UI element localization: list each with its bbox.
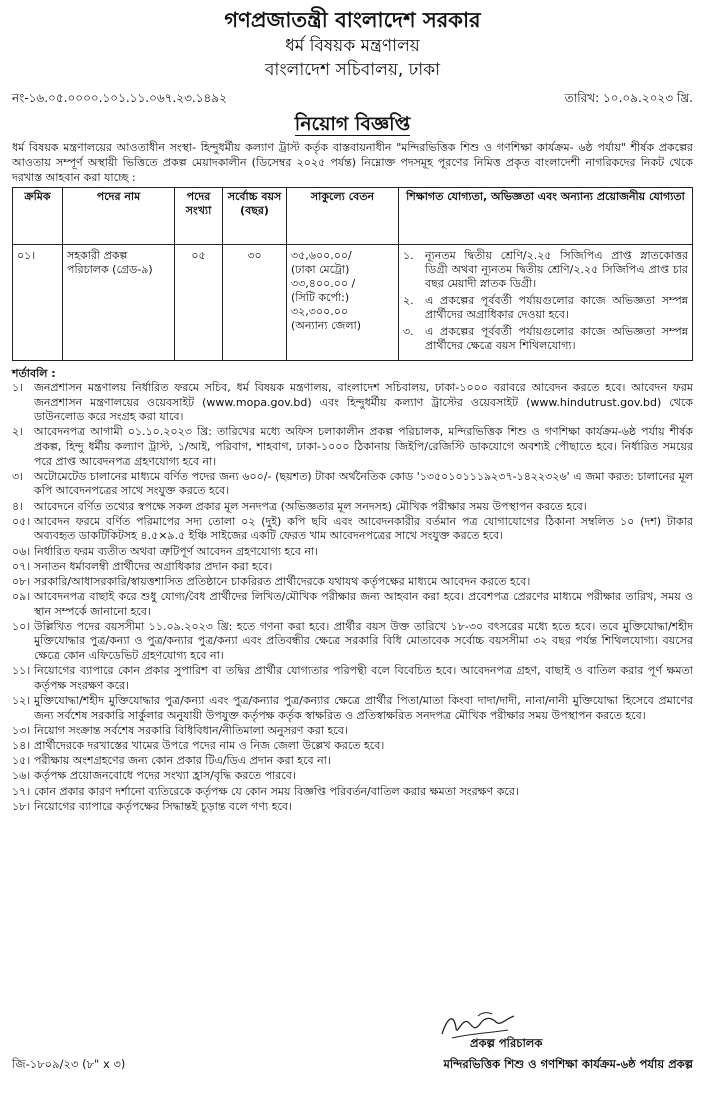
print-code: জি-১৮০৯/২৩ (৮" x ৩) — [12, 1057, 126, 1071]
condition-item: ০৫। আবেদন ফরমে বর্ণিত পরিমাপের সদ্য তোলা ০২ (দুই) কপি ছবি এবং আবেদনকারীর বর্তমান পত্র যোগাযোগের ঠিকানা সম্বলিত ১০ (দশ) টাকার অব্যবহৃত ডাকটিকিটসহ ৪.৫×৯.৫ ইঞ্চি সাইজের একটি ফেরত খাম আবেদনপত্রের সাথে সংযুক্ত করতে হবে। — [12, 514, 693, 543]
condition-item: ৩। অটোমেটেড চালানের মাধ্যমে বর্ণিত পদের জন্য ৬০০/- (ছয়শত) টাকা অর্থনৈতিক কোড '১৩৫০১০১১১৯২৩৭-১৪২২৩২৬' এ জমা করত: চালানের মূল কপি আবেদনপত্রের সাথে সংযুক্ত করতে হবে। — [12, 469, 693, 498]
condition-item: ০৭। সনাতন ধর্মাবলম্বী প্রার্থীদের অগ্রাধিকার প্রদান করা হবে। — [12, 559, 273, 573]
memo-date: তারিখ: ১০.০৯.২০২৩ খ্রি. — [564, 91, 693, 105]
condition-item: ১১। নিয়োগের ব্যাপারে কোন প্রকার সুপারিশ বা তদ্বির প্রার্থীর যোগ্যতার পরিপন্থী বলে বিবেচিত হবে। আবেদনপত্র গ্রহণ, বাছাই ও বাতিল করার পূর্ণ ক্ষমতা কর্তৃপক্ষ সংরক্ষণ করে। — [12, 664, 693, 692]
header-serial: ক্রমিক — [13, 188, 63, 245]
condition-item: ১৭। কোন প্রকার কারণ দর্শানো ব্যতিরেকে কর্তৃপক্ষ যে কোন সময় বিজ্ঞপ্তি পরিবর্তন/বাতিল করার ক্ষমতা সংরক্ষণ করে। — [12, 784, 519, 798]
cell-salary — [287, 245, 399, 361]
cell-age: ৩০ — [223, 245, 287, 361]
header-qualification: শিক্ষাগত যোগ্যতা, অভিজ্ঞতা এবং অন্যান্য প্রয়োজনীয় যোগ্যতা — [399, 188, 693, 245]
salary-line: ৩২,৩০০.০০ — [291, 305, 349, 318]
condition-item: ০৮। সরকারি/আধাসরকারি/স্বায়ত্তশাসিত প্রতিষ্ঠানে চাকরিরত প্রার্থীদেরকে যথাযথ কর্তৃপক্ষের মাধ্যমে আবেদন করতে হবে। — [12, 574, 531, 588]
salary-line: (সিটি কর্পো:) — [291, 291, 350, 304]
office-address: বাংলাদেশ সচিবালয়, ঢাকা — [264, 60, 441, 80]
condition-item: ১। জনপ্রশাসন মন্ত্রণালয় নির্ধারিত ফরমে সচিব, ধর্ম বিষয়ক মন্ত্রণালয়, বাংলাদেশ সচিবালয়, ঢাকা-১০০০ বরাবরে আবেদন করতে হবে। আবেদন ফরম জনপ্রশাসন মন্ত্রণালয়ের ওয়েবসাইট (www.mopa.gov.bd) এবং হিন্দুধর্মীয় কল্যাণ ট্রাস্টের ওয়েবসাইট (www.hindutrust.gov.bd) থেকে ডাউনলোড করে সংগ্রহ করা যাবে। — [12, 381, 693, 424]
condition-item: ২। আবেদনপত্র আগামী ০১.১০.২০২৩ খ্রি: তারিখের মধ্যে অফিস চলাকালীন প্রকল্প পরিচালক, মন্দিরভিত্তিক শিশু ও গণশিক্ষা কার্যক্রম-৬ষ্ঠ পর্যায় শীর্ষক প্রকল্প, হিন্দু ধর্মীয় কল্যাণ ট্রাস্ট, ১/আই, পরিবাগ, শাহবাগ, ঢাকা-১০০০ ঠিকানায় জিইপি/রেজিস্টি ডাকযোগে অবশ্যই পৌছাতে হবে। নির্ধারিত সময়ের পরে প্রাপ্ত আবেদনপত্র গ্রহণযোগ্য হবে না। — [12, 425, 693, 468]
signatory-org: মন্দিরভিত্তিক শিশু ও গণশিক্ষা কার্যক্রম-৬ষ্ঠ পর্যায় প্রকল্প — [443, 1057, 693, 1071]
memo-line — [12, 90, 693, 106]
cell-serial: ০১। — [13, 245, 63, 361]
salary-line: (অন্যান্য জেলা) — [291, 319, 361, 332]
header-age: সর্বোচ্চ বয়স (বছর) — [223, 188, 287, 245]
intro-paragraph: ধর্ম বিষয়ক মন্ত্রণালয়ের আওতাধীন সংস্থা- হিন্দুধর্মীয় কল্যাণ ট্রাস্ট কর্তৃক বাস্তবায়নাধীন "মন্দিরভিত্তিক শিশু ও গণশিক্ষা কার্যক্রম- ৬ষ্ঠ পর্যায়" শীর্ষক প্রকল্পের আওতায় সম্পূর্ণ অস্থায়ী ভিত্তিতে প্রকল্প মেয়াদকালীন (ডিসেম্বর ২০২৫ পর্যন্ত) নিম্নোক্ত পদসমূহ পূরণের নিমিত্ত প্রকৃত বাংলাদেশী নাগরিকদের নিকট থেকে দরখাস্ত আহবান করা যাচ্ছে : — [12, 141, 693, 184]
condition-item: ০৬। নির্ধারিত ফরম ব্যতীত অথবা ত্রুটিপূর্ণ আবেদন গ্রহণযোগ্য হবে না। — [12, 544, 319, 558]
qualification-item: ৩. এ প্রকল্পের পূর্ববর্তী পর্যায়গুলোর কাজে অভিজ্ঞতা সম্পন্ন প্রার্থীদের ক্ষেত্রে বয়স শিথিলযোগ্য। — [403, 325, 688, 352]
header-post: পদের নাম — [63, 188, 175, 245]
condition-item: ১৩। নিয়োগ সংক্রান্ত সর্বশেষ সরকারি বিধিবিধান/নীতিমালা অনুসরণ করা হবে। — [12, 723, 348, 737]
signatory-title: প্রকল্প পরিচালক — [470, 1036, 543, 1050]
qualification-item: ১. ন্যূনতম দ্বিতীয় শ্রেণি/২.২৫ সিজিপিএ প্রাপ্ত স্নাতকোত্তর ডিগ্রী অথবা ন্যূনতম দ্বিতীয় শ্রেণি/২.২৫ সিজিপিএ প্রাপ্ত চার বছর মেয়াদী স্নাতক ডিগ্রী। — [403, 249, 688, 290]
cell-qualification — [399, 245, 693, 361]
condition-item: ১৪। প্রার্থীদেরকে দরখাস্তের খামের উপরে পদের নাম ও নিজ জেলা উল্লেখ করতে হবে। — [12, 738, 385, 752]
conditions-list — [12, 381, 693, 814]
salary-line: ৩৫,৬০০.০০/ — [291, 249, 352, 262]
footer — [12, 1056, 693, 1072]
condition-item: ১৫। পরীক্ষায় অংশগ্রহণের জন্য কোন প্রকার টিএ/ডিএ প্রদান করা হবে না। — [12, 754, 331, 768]
posts-table — [12, 187, 693, 361]
condition-item: ১২। মুক্তিযোদ্ধা/শহীদ মুক্তিযোদ্ধার পুত্র/কন্যা এবং পুত্র/কন্যার পুত্র/কন্যার ক্ষেত্রে প্রার্থীর পিতা/মাতা কিংবা দাদা/দাদী, নানা/নানী মুক্তিযোদ্ধা হিসেবে প্রমাণের জন্য সর্বশেষ সরকারি সার্কুলার অনুযায়ী উপযুক্ত কর্তৃপক্ষ কর্তৃক স্বাক্ষরিত ও প্রতিস্বাক্ষরিত সনদপত্র মৌখিক পরীক্ষার সময় উপস্থাপন করতে হবে। — [12, 694, 693, 722]
condition-item: ৪। আবেদনে বর্ণিত তথ্যের স্বপক্ষে সকল প্রকার মূল সনদপত্র (অভিজ্ঞতার মূল সনদসহ) মৌখিক পরীক্ষার সময় উপস্থাপন করতে হবে। — [12, 499, 587, 513]
qualification-item: ২. এ প্রকল্পের পূর্ববর্তী পর্যায়গুলোর কাজে অভিজ্ঞতা সম্পন্ন প্রার্থীদের অগ্রাধিকার দেওয়া হবে। — [403, 294, 688, 321]
notice-title: নিয়োগ বিজ্ঞপ্তি — [294, 113, 411, 135]
condition-item: ০৯। আবেদনপত্র বাছাই করে শুধু যোগ্য/বৈধ প্রার্থীদের লিখিত/মৌখিক পরীক্ষার জন্য আহবান করা হবে। প্রবেশপত্র প্রেরণের মাধ্যমে পরীক্ষার তারিখ, সময় ও স্থান সম্পর্কে জানানো হবে। — [12, 590, 693, 618]
letterhead — [12, 6, 693, 82]
govt-name: গণপ্রজাতন্ত্রী বাংলাদেশ সরকার — [224, 8, 481, 32]
cell-post: সহকারী প্রকল্প পরিচালক (গ্রেড-৯) — [63, 245, 175, 361]
condition-item: ১০। উল্লিখিত পদের বয়সসীমা ১১.০৯.২০২৩ খ্রি: হতে গণনা করা হবে। প্রার্থীর বয়স উক্ত তারিখে ১৮-৩০ বৎসরের মধ্যে হতে হবে। তবে মুক্তিযোদ্ধা/শহীদ মুক্তিযোদ্ধার পুত্র/কন্যা ও পুত্র/কন্যার পুত্র/কন্যা এবং প্রতিবন্ধীর ক্ষেত্রে সরকারি বিধি মোতাবেক সর্বোচ্চ বয়সসীমা ৩২ বছর পর্যন্ত শিথিলযোগ্য। বয়সের ক্ষেত্রে কোন এফিডেভিট গ্রহণযোগ্য হবে না। — [12, 619, 693, 663]
header-count: পদের সংখ্যা — [175, 188, 223, 245]
condition-item: ১৮। নিয়োগের ব্যাপারে কর্তৃপক্ষের সিদ্ধান্তই চূড়ান্ত বলে গণ্য হবে। — [12, 799, 292, 813]
memo-ref: নং-১৬.০৫.০০০০.১০১.১১.০৬৭.২৩.১৪৯২ — [12, 91, 227, 105]
cell-count: ০৫ — [175, 245, 223, 361]
header-salary: সাকুল্যে বেতন — [287, 188, 399, 245]
table-header-row — [13, 188, 693, 245]
salary-line: ৩৩,৪০০.০০ / — [291, 277, 356, 290]
conditions-title: শর্তাবলি : — [12, 367, 56, 380]
salary-line: (ঢাকা মেট্রো) — [291, 263, 350, 276]
condition-item: ১৬। কর্তৃপক্ষ প্রয়োজনবোধে পদের সংখ্যা হ্রাস/বৃদ্ধি করতে পারবে। — [12, 769, 296, 783]
table-row — [13, 245, 693, 361]
ministry-name: ধর্ম বিষয়ক মন্ত্রণালয় — [285, 36, 420, 56]
